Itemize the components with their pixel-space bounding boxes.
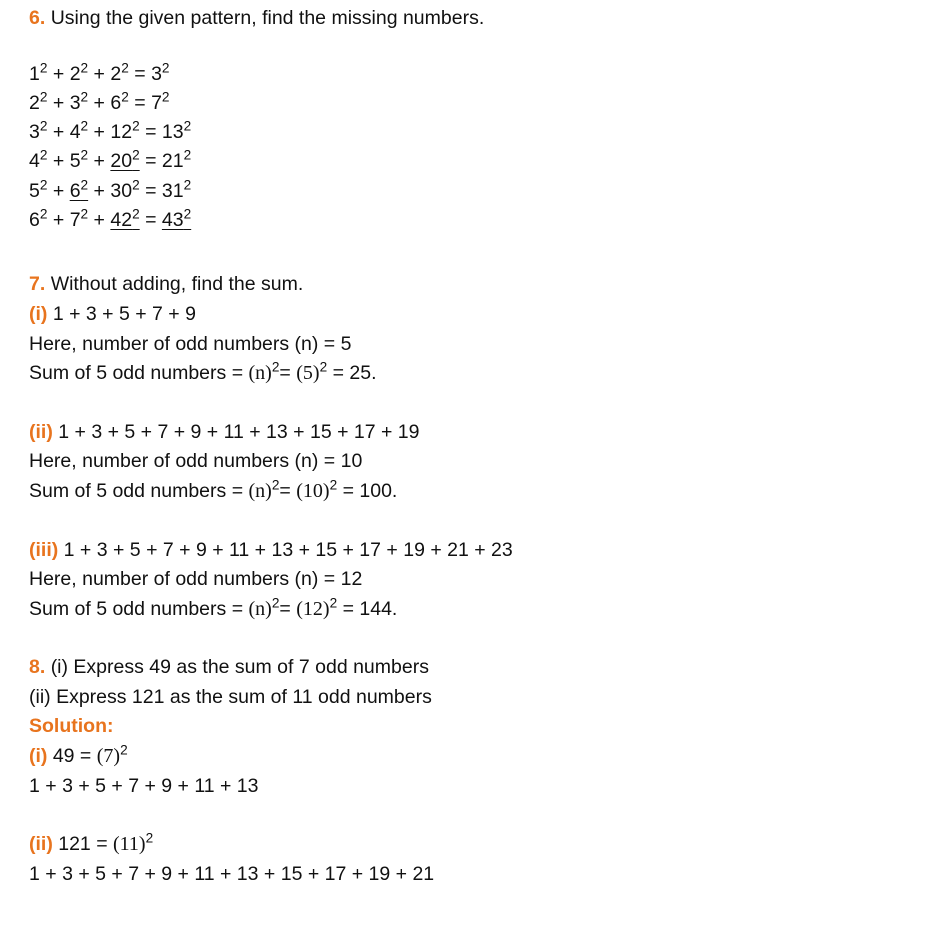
pattern-term: 2 [110,63,122,85]
exponent: 2 [132,177,140,193]
q7-heading [29,270,303,298]
sum-result: = 25. [327,362,377,384]
exponent: 2 [80,206,89,222]
pattern-power [29,89,48,114]
sum-val-exp: 2 [319,359,328,375]
sum-val: (5) [296,362,320,384]
q7-part-iii-sum [29,595,397,623]
pattern-operator: + [88,63,111,85]
pattern-term: 6 [29,209,40,231]
pattern-operator: + [47,180,70,202]
sum-n: (n) [248,598,272,620]
pattern-power [29,60,48,85]
pattern-power [161,206,192,231]
pattern-term: 3 [151,63,162,85]
pattern-term: 6 [110,92,122,114]
pattern-term: 12 [110,121,133,143]
pattern-operator: + [47,63,70,85]
pattern-power [29,177,48,202]
pattern-term: 2 [69,63,81,85]
sum-prefix: Sum of 5 odd numbers = [29,362,249,384]
exponent: 2 [161,89,170,105]
pattern-term: 21 [161,150,184,172]
exponent: 2 [80,89,89,105]
pattern-term: 43 [161,209,184,231]
pattern-term: 31 [161,180,184,202]
exponent: 2 [183,206,192,222]
value: (7) [96,745,121,767]
pattern-operator: + [47,121,70,143]
sum-mid: = [279,598,297,620]
expression: 1 + 3 + 5 + 7 + 9 + 11 + 13 + 15 + 17 + 19 + 21 + 23 [63,539,513,561]
sum-mid: = [279,480,297,502]
part-label: (i) [29,303,48,325]
exponent: 2 [132,118,140,134]
pattern-line [29,147,191,175]
sum-val-exp: 2 [329,477,338,493]
sum-prefix: Sum of 5 odd numbers = [29,480,249,502]
pattern-power [161,118,192,143]
pattern-term: 6 [69,180,81,202]
pattern-term: 5 [29,180,40,202]
exponent: 2 [132,147,140,163]
q8-i-text: (i) Express 49 as the sum of 7 odd numbers [50,656,429,678]
q6-heading [29,4,484,32]
lhs: 49 = [47,745,97,767]
exponent: 2 [121,60,129,76]
exponent: 2 [121,89,129,105]
pattern-term: 7 [69,209,81,231]
pattern-operator: + [88,180,111,202]
q8-part-i-question [29,653,429,681]
pattern-power [69,118,89,143]
pattern-operator: = [128,92,152,114]
pattern-term: 4 [29,150,40,172]
pattern-term: 20 [110,150,133,172]
pattern-power [29,206,48,231]
pattern-term: 13 [161,121,184,143]
pattern-power [69,206,89,231]
exponent: 2 [80,147,89,163]
exponent: 2 [161,60,170,76]
pattern-operator: + [47,92,70,114]
pattern-operator: + [47,209,70,231]
pattern-power [69,60,89,85]
q6-number: 6. [29,7,46,29]
sum-prefix: Sum of 5 odd numbers = [29,598,249,620]
sum-n-exp: 2 [271,477,280,493]
exponent: 2 [39,60,48,76]
pattern-operator: = [139,121,162,143]
pattern-power [69,89,89,114]
pattern-operator: + [88,121,111,143]
exponent: 2 [132,206,140,222]
pattern-term: 3 [29,121,40,143]
pattern-term: 7 [151,92,162,114]
q8-number: 8. [29,656,46,678]
pattern-power [161,177,192,202]
pattern-power [161,147,192,172]
exponent: 2 [145,830,154,846]
q8-sol-ii-eq [29,830,153,858]
pattern-operator: = [139,209,162,231]
part-label: (ii) [29,421,53,443]
pattern-operator: = [128,63,152,85]
sum-n-exp: 2 [271,595,280,611]
sum-result: = 144. [337,598,398,620]
sum-mid: = [279,362,297,384]
part-label: (ii) [29,833,53,855]
part-label: (i) [29,745,48,767]
solution-label: Solution: [29,715,114,737]
pattern-power [151,89,170,114]
sum-val: (12) [296,598,330,620]
exponent: 2 [183,147,192,163]
q7-part-i-expr [29,300,196,328]
exponent: 2 [39,89,48,105]
exponent: 2 [183,177,192,193]
pattern-line [29,118,191,146]
q7-number: 7. [29,273,46,295]
exponent: 2 [183,118,192,134]
value: (11) [113,833,146,855]
pattern-power [110,118,140,143]
q8-sol-i-sequence: 1 + 3 + 5 + 7 + 9 + 11 + 13 [29,775,259,797]
q7-part-ii-n: Here, number of odd numbers (n) = 10 [29,450,363,472]
sum-result: = 100. [337,480,398,502]
pattern-term: 1 [29,63,40,85]
pattern-term: 5 [69,150,81,172]
pattern-term: 3 [69,92,81,114]
expression: 1 + 3 + 5 + 7 + 9 [52,303,196,325]
pattern-power [69,147,89,172]
pattern-power [69,177,89,202]
q7-part-iii-n: Here, number of odd numbers (n) = 12 [29,568,363,590]
q7-part-iii-expr [29,536,513,564]
pattern-operator: = [139,150,162,172]
exponent: 2 [39,177,48,193]
exponent: 2 [80,60,89,76]
q7-title: Without adding, find the sum. [50,273,304,295]
q7-part-ii-sum [29,477,397,505]
q7-part-i-n: Here, number of odd numbers (n) = 5 [29,333,352,355]
q7-part-i-sum [29,359,377,387]
pattern-operator: + [88,92,111,114]
pattern-line [29,60,170,88]
pattern-operator: + [47,150,70,172]
pattern-term: 30 [110,180,133,202]
pattern-term: 2 [29,92,40,114]
pattern-operator: = [139,180,162,202]
pattern-power [110,147,140,172]
pattern-power [151,60,170,85]
q6-title: Using the given pattern, find the missing numbers. [50,7,485,29]
exponent: 2 [39,206,48,222]
sum-val-exp: 2 [329,595,338,611]
lhs: 121 = [52,833,114,855]
part-label: (iii) [29,539,59,561]
pattern-line [29,206,191,234]
exponent: 2 [80,118,89,134]
pattern-power [110,89,129,114]
pattern-line [29,177,191,205]
expression: 1 + 3 + 5 + 7 + 9 + 11 + 13 + 15 + 17 + 19 [58,421,420,443]
pattern-power [110,60,129,85]
exponent: 2 [39,147,48,163]
q8-sol-i-eq [29,742,128,770]
exponent: 2 [39,118,48,134]
q8-sol-ii-sequence: 1 + 3 + 5 + 7 + 9 + 11 + 13 + 15 + 17 + 19 + 21 [29,863,435,885]
q7-part-ii-expr [29,418,420,446]
pattern-power [29,147,48,172]
exponent: 2 [80,177,89,193]
sum-val: (10) [296,480,330,502]
pattern-operator: + [88,150,111,172]
pattern-power [110,206,140,231]
pattern-term: 42 [110,209,133,231]
sum-n-exp: 2 [271,359,280,375]
pattern-power [29,118,48,143]
sum-n: (n) [248,362,272,384]
pattern-line [29,89,170,117]
sum-n: (n) [248,480,272,502]
q8-part-ii-question: (ii) Express 121 as the sum of 11 odd numbers [29,686,432,708]
pattern-power [110,177,140,202]
pattern-operator: + [88,209,111,231]
pattern-term: 4 [69,121,81,143]
exponent: 2 [120,742,128,758]
